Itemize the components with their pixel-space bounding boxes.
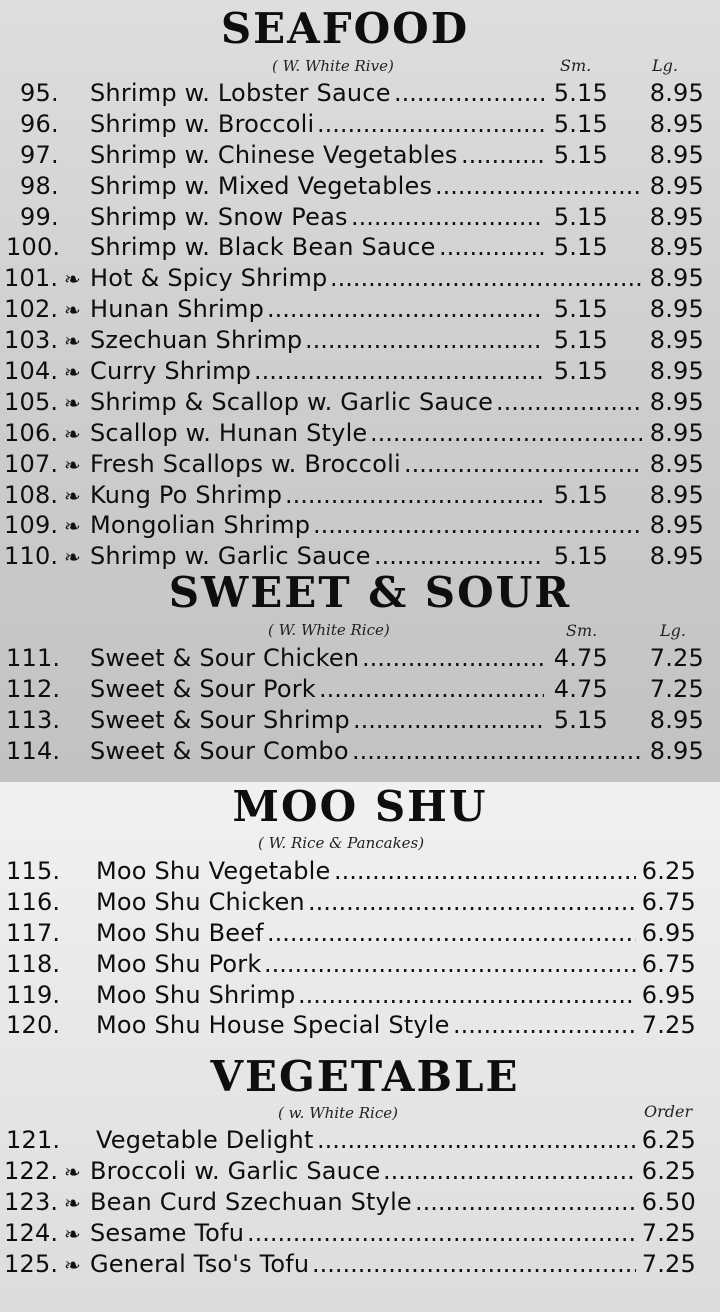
item-name: Moo Shu Beef <box>96 918 264 947</box>
menu-item-row <box>0 78 720 109</box>
section-title-sweet-sour: SWEET & SOUR <box>168 568 572 617</box>
price-small: 5.15 <box>553 233 608 262</box>
price: 6.50 <box>641 1187 696 1216</box>
price-large: 7.25 <box>649 674 704 703</box>
section-title-seafood: SEAFOOD <box>220 4 470 53</box>
dot-leader <box>415 1187 636 1217</box>
item-name: Fresh Scallops w. Broccoli <box>90 449 401 478</box>
menu-item-row <box>0 705 720 736</box>
item-name: Shrimp w. Lobster Sauce <box>90 79 391 107</box>
chili-pepper-icon: ❧ <box>64 452 81 477</box>
item-name: Curry Shrimp <box>90 357 252 386</box>
price: 6.95 <box>641 918 696 947</box>
dot-leader <box>435 171 642 201</box>
chili-pepper-icon: ❧ <box>64 267 81 292</box>
dot-leader <box>352 736 642 766</box>
item-name: Shrimp w. Chinese Vegetables <box>90 140 458 169</box>
section-subtitle-vegetable: ( w. White Rice) <box>278 1104 398 1122</box>
item-name: Sweet & Sour Chicken <box>90 644 360 672</box>
item-name: Mongolian Shrimp <box>90 511 311 540</box>
item-name: Sesame Tofu <box>90 1218 245 1247</box>
dot-leader <box>319 674 544 704</box>
chili-pepper-icon: ❧ <box>64 1252 81 1277</box>
price-large: 8.95 <box>649 736 704 765</box>
menu-item-row <box>0 1218 720 1249</box>
price: 6.75 <box>641 887 696 916</box>
menu-item-row <box>0 171 720 202</box>
price-large: 8.95 <box>649 418 704 447</box>
dot-leader <box>383 1156 636 1186</box>
item-number: 115. <box>6 857 61 885</box>
price-large: 8.95 <box>649 140 704 169</box>
dot-leader <box>353 705 544 735</box>
menu-item-row <box>0 856 720 887</box>
item-name: Scallop w. Hunan Style <box>90 418 368 447</box>
menu-item-row <box>0 356 720 387</box>
menu-item-row <box>0 1010 720 1041</box>
item-name: Szechuan Shrimp <box>90 326 303 355</box>
price: 6.75 <box>641 949 696 978</box>
price: 7.25 <box>641 1249 696 1278</box>
item-number: 97. <box>20 140 59 169</box>
item-number: 96. <box>20 109 59 138</box>
price-large: 8.95 <box>649 109 704 138</box>
item-number: 111. <box>6 644 61 672</box>
item-number: 118. <box>6 949 61 978</box>
dot-leader <box>461 140 544 170</box>
item-name: Shrimp w. Mixed Vegetables <box>90 171 433 200</box>
dot-leader <box>334 856 636 886</box>
chili-pepper-icon: ❧ <box>64 1221 81 1246</box>
item-name: Bean Curd Szechuan Style <box>90 1187 412 1216</box>
price-large: 8.95 <box>649 480 704 509</box>
dot-leader <box>264 949 636 979</box>
price: 6.25 <box>641 857 696 885</box>
item-number: 125. <box>4 1249 59 1278</box>
item-number: 122. <box>4 1156 59 1185</box>
item-number: 98. <box>20 171 59 200</box>
price-small: 4.75 <box>553 644 608 672</box>
item-number: 114. <box>6 736 61 765</box>
menu-item-row <box>0 887 720 918</box>
price: 7.25 <box>641 1218 696 1247</box>
menu-item-row <box>0 674 720 705</box>
price-small: 5.15 <box>553 79 608 107</box>
menu-item-row <box>0 1156 720 1187</box>
price-small: 5.15 <box>553 295 608 324</box>
item-number: 104. <box>4 357 59 386</box>
column-order-vegetable: Order <box>644 1102 693 1121</box>
item-name: Moo Shu Chicken <box>96 887 305 916</box>
item-name: Moo Shu House Special Style <box>96 1011 450 1040</box>
item-name: Vegetable Delight <box>96 1126 314 1154</box>
dot-leader <box>394 78 544 108</box>
item-name: Moo Shu Pork <box>96 949 262 978</box>
item-number: 105. <box>4 387 59 416</box>
dot-leader <box>317 109 544 139</box>
chili-pepper-icon: ❧ <box>64 545 81 570</box>
item-number: 102. <box>4 295 59 324</box>
column-small-seafood: Sm. <box>560 56 592 75</box>
item-number: 116. <box>6 887 61 916</box>
moo-shu-item-list <box>0 856 720 1041</box>
menu-item-row <box>0 1249 720 1280</box>
item-number: 121. <box>6 1126 61 1154</box>
price-small: 5.15 <box>553 542 608 571</box>
item-number: 100. <box>6 233 61 262</box>
dot-leader <box>362 643 544 673</box>
price-small: 5.15 <box>553 480 608 509</box>
menu-item-row <box>0 643 720 674</box>
chili-pepper-icon: ❧ <box>64 298 81 323</box>
price: 6.25 <box>641 1156 696 1185</box>
price-small: 5.15 <box>553 357 608 386</box>
dot-leader <box>298 980 636 1010</box>
item-name: Sweet & Sour Shrimp <box>90 705 350 734</box>
item-name: Sweet & Sour Combo <box>90 736 349 765</box>
price-large: 8.95 <box>649 264 704 293</box>
price-large: 8.95 <box>649 295 704 324</box>
menu-item-row <box>0 387 720 418</box>
menu-item-row <box>0 140 720 171</box>
price: 6.25 <box>641 1126 696 1154</box>
item-number: 109. <box>4 511 59 540</box>
price-large: 8.95 <box>649 357 704 386</box>
price-small: 5.15 <box>553 202 608 231</box>
item-name: Kung Po Shrimp <box>90 480 283 509</box>
item-number: 124. <box>4 1218 59 1247</box>
price-small: 5.15 <box>553 109 608 138</box>
item-name: Moo Shu Vegetable <box>96 857 331 885</box>
menu-item-row <box>0 918 720 949</box>
column-small-sweet-sour: Sm. <box>566 621 598 640</box>
dot-leader <box>453 1010 636 1040</box>
item-name: Shrimp & Scallop w. Garlic Sauce <box>90 387 494 416</box>
dot-leader <box>496 387 642 417</box>
dot-leader <box>351 202 544 232</box>
dot-leader <box>374 541 544 571</box>
dot-leader <box>404 449 642 479</box>
dot-leader <box>308 887 636 917</box>
item-number: 101. <box>4 264 59 293</box>
section-subtitle-seafood: ( W. White Rive) <box>272 57 394 75</box>
menu-item-row <box>0 232 720 263</box>
chili-pepper-icon: ❧ <box>64 514 81 539</box>
menu-item-row <box>0 294 720 325</box>
section-subtitle-sweet-sour: ( W. White Rice) <box>268 621 390 639</box>
menu-item-row <box>0 1125 720 1156</box>
chili-pepper-icon: ❧ <box>64 483 81 508</box>
menu-item-row <box>0 980 720 1011</box>
item-number: 99. <box>20 202 59 231</box>
item-name: General Tso's Tofu <box>90 1249 310 1278</box>
price-large: 8.95 <box>649 202 704 231</box>
item-name: Hot & Spicy Shrimp <box>90 264 328 293</box>
item-number: 107. <box>4 449 59 478</box>
price-small: 5.15 <box>553 705 608 734</box>
menu-item-row <box>0 418 720 449</box>
seafood-item-list <box>0 78 720 572</box>
price-large: 8.95 <box>649 326 704 355</box>
section-title-moo-shu: MOO SHU <box>232 782 488 831</box>
price-small: 4.75 <box>553 674 608 703</box>
price-large: 8.95 <box>649 511 704 540</box>
dot-leader <box>267 918 636 948</box>
price: 6.95 <box>641 980 696 1009</box>
item-name: Moo Shu Shrimp <box>96 980 296 1009</box>
item-name: Shrimp w. Black Bean Sauce <box>90 233 436 262</box>
menu-item-row <box>0 510 720 541</box>
dot-leader <box>312 1249 636 1279</box>
dot-leader <box>305 325 544 355</box>
dot-leader <box>285 480 544 510</box>
menu-item-row <box>0 1187 720 1218</box>
menu-item-row <box>0 109 720 140</box>
price-large: 8.95 <box>649 79 704 107</box>
item-number: 123. <box>4 1187 59 1216</box>
item-name: Shrimp w. Snow Peas <box>90 202 348 231</box>
dot-leader <box>247 1218 636 1248</box>
dot-leader <box>254 356 544 386</box>
item-number: 119. <box>6 980 61 1009</box>
dot-leader <box>317 1125 636 1155</box>
item-name: Sweet & Sour Pork <box>90 674 316 703</box>
price-large: 8.95 <box>649 705 704 734</box>
chili-pepper-icon: ❧ <box>64 421 81 446</box>
section-subtitle-moo-shu: ( W. Rice & Pancakes) <box>258 834 425 852</box>
section-title-vegetable: VEGETABLE <box>210 1052 520 1101</box>
item-number: 113. <box>6 705 61 734</box>
item-name: Shrimp w. Garlic Sauce <box>90 542 371 571</box>
vegetable-item-list <box>0 1125 720 1279</box>
dot-leader <box>370 418 642 448</box>
chili-pepper-icon: ❧ <box>64 1190 81 1215</box>
item-name: Hunan Shrimp <box>90 295 265 324</box>
menu-item-row <box>0 202 720 233</box>
menu-item-row <box>0 263 720 294</box>
dot-leader <box>267 294 544 324</box>
dot-leader <box>313 510 642 540</box>
item-number: 106. <box>4 418 59 447</box>
menu-item-row <box>0 480 720 511</box>
item-number: 117. <box>6 918 61 947</box>
item-number: 108. <box>4 480 59 509</box>
price-small: 5.15 <box>553 326 608 355</box>
sweet-sour-item-list <box>0 643 720 767</box>
item-number: 110. <box>4 542 59 571</box>
dot-leader <box>330 263 642 293</box>
menu-panel-bottom <box>0 782 720 1312</box>
menu-item-row <box>0 736 720 767</box>
price: 7.25 <box>641 1011 696 1040</box>
price-large: 8.95 <box>649 233 704 262</box>
chili-pepper-icon: ❧ <box>64 329 81 354</box>
price-large: 8.95 <box>649 449 704 478</box>
menu-item-row <box>0 325 720 356</box>
column-large-sweet-sour: Lg. <box>660 621 686 640</box>
item-number: 103. <box>4 326 59 355</box>
column-large-seafood: Lg. <box>652 56 678 75</box>
price-large: 8.95 <box>649 387 704 416</box>
price-large: 8.95 <box>649 171 704 200</box>
price-small: 5.15 <box>553 140 608 169</box>
chili-pepper-icon: ❧ <box>64 360 81 385</box>
item-name: Shrimp w. Broccoli <box>90 109 315 138</box>
item-number: 112. <box>6 674 61 703</box>
price-large: 8.95 <box>649 542 704 571</box>
item-number: 120. <box>6 1011 61 1040</box>
item-number: 95. <box>20 79 59 107</box>
menu-item-row <box>0 949 720 980</box>
dot-leader <box>439 232 544 262</box>
chili-pepper-icon: ❧ <box>64 1159 81 1184</box>
menu-item-row <box>0 449 720 480</box>
price-large: 7.25 <box>649 644 704 672</box>
item-name: Broccoli w. Garlic Sauce <box>90 1156 381 1185</box>
chili-pepper-icon: ❧ <box>64 390 81 415</box>
